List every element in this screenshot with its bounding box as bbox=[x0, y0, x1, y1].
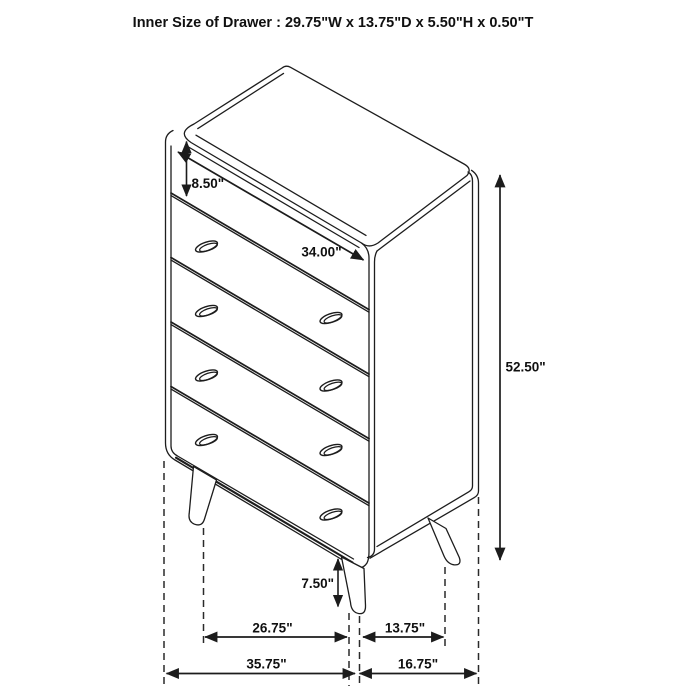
leg-front-left bbox=[189, 467, 216, 525]
side-top-inner-line bbox=[377, 181, 470, 251]
dim-label-side-leg-spacing: 13.75" bbox=[384, 620, 426, 636]
dim-front-leg-spacing bbox=[205, 621, 347, 638]
leg-front-center bbox=[342, 557, 366, 614]
dim-label-front-leg-spacing: 26.75" bbox=[252, 620, 293, 636]
dim-label-overall-height: 52.50" bbox=[505, 359, 546, 375]
dim-overall-height bbox=[500, 175, 546, 560]
drawer-handle bbox=[319, 442, 344, 458]
dim-side-leg-spacing bbox=[363, 621, 444, 638]
drawer-handle bbox=[194, 303, 219, 319]
dim-label-top-width: 34.00" bbox=[301, 244, 342, 260]
diagram-title: Inner Size of Drawer : 29.75"W x 13.75"D x 5.50"H x 0.50"T bbox=[132, 15, 534, 31]
leg-rear-right bbox=[428, 518, 460, 565]
drawer-dividers bbox=[171, 193, 369, 506]
top-front-edge-lower-line bbox=[189, 147, 360, 248]
dim-label-overall-width: 35.75" bbox=[246, 656, 287, 672]
dim-overall-width bbox=[167, 657, 356, 674]
dim-overall-depth bbox=[360, 657, 477, 674]
drawer-handle bbox=[194, 239, 219, 255]
drawer-handle bbox=[194, 368, 219, 384]
top-face-outline bbox=[184, 66, 469, 246]
drawer-handle bbox=[319, 310, 344, 326]
drawer-handle bbox=[319, 507, 344, 523]
top-rear-left-inner-line bbox=[198, 73, 284, 128]
drawer-handle bbox=[194, 432, 219, 448]
drawer-handle bbox=[319, 378, 344, 394]
dim-label-top-drawer-height: 8.50" bbox=[191, 176, 225, 191]
dim-leg-height bbox=[301, 559, 338, 607]
dim-label-overall-depth: 16.75" bbox=[397, 656, 439, 672]
side-rear-edge-inner bbox=[377, 172, 473, 547]
side-rear-edge-outer bbox=[370, 170, 479, 558]
dim-label-leg-height: 7.50" bbox=[301, 576, 334, 591]
